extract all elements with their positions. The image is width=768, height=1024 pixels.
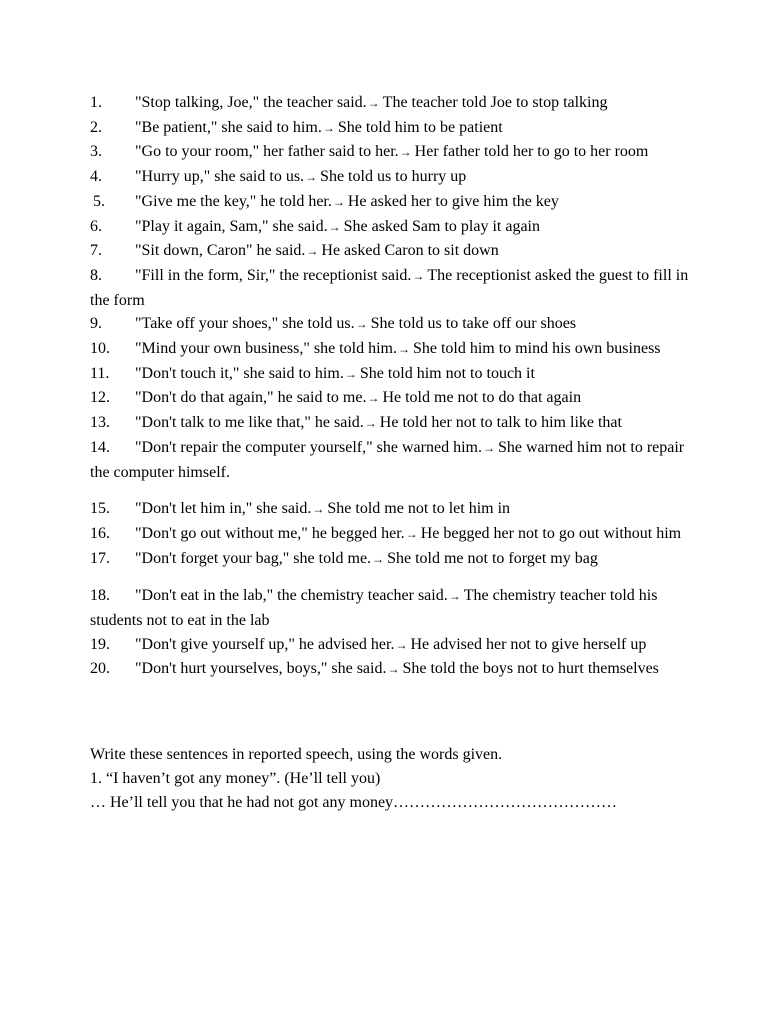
arrow-icon: →: [355, 317, 368, 332]
direct-speech: "Hurry up," she said to us.: [135, 168, 305, 186]
item-number: 13.: [90, 414, 110, 432]
direct-speech: "Don't do that again," he said to me.: [135, 389, 367, 407]
reported-speech: She told us to take off our shoes: [370, 315, 577, 333]
list-item: [90, 165, 690, 190]
item-number: 19.: [90, 635, 110, 653]
list-item: [90, 362, 690, 387]
direct-speech: "Fill in the form, Sir," the receptionist said.: [135, 266, 412, 284]
arrow-icon: →: [448, 589, 461, 604]
arrow-icon: →: [397, 342, 410, 357]
list-item: [90, 140, 690, 165]
arrow-icon: →: [482, 440, 495, 455]
list-item: [90, 657, 690, 682]
arrow-icon: →: [412, 268, 425, 283]
list-item: [90, 584, 690, 632]
direct-speech: "Don't touch it," she said to him.: [135, 364, 344, 382]
list-item: [90, 547, 690, 572]
item-number: 1.: [90, 94, 102, 111]
arrow-icon: →: [367, 391, 380, 406]
reported-speech: She asked Sam to play it again: [343, 217, 540, 235]
list-item: [90, 91, 690, 116]
item-number: 8.: [90, 266, 102, 284]
reported-speech: He told her not to talk to him like that: [379, 414, 622, 432]
list-item: [90, 337, 690, 362]
exercise-answer: … He’ll tell you that he had not got any money……………………………………: [90, 793, 618, 811]
arrow-icon: →: [395, 637, 408, 652]
reported-speech: He advised her not to give herself up: [410, 635, 647, 653]
item-number: 6.: [90, 217, 102, 235]
arrow-icon: →: [387, 662, 400, 677]
arrow-icon: →: [364, 416, 377, 431]
item-number: 17.: [90, 549, 110, 567]
reported-speech: He asked her to give him the key: [347, 192, 559, 210]
direct-speech: "Don't hurt yourselves, boys," she said.: [135, 660, 387, 678]
reported-speech: He begged her not to go out without him: [420, 524, 682, 542]
direct-speech: "Go to your room," her father said to her.: [135, 143, 399, 161]
reported-speech: She told him not to touch it: [359, 364, 535, 382]
list-item: [90, 190, 690, 215]
item-number: 4.: [90, 168, 102, 186]
item-number: 12.: [90, 389, 110, 407]
item-number: 2.: [90, 118, 102, 136]
reported-speech: The chemistry teacher told his students not to eat in the lab: [90, 587, 658, 630]
direct-speech: "Don't let him in," she said.: [135, 500, 312, 518]
item-number: 20.: [90, 660, 110, 678]
direct-speech: "Give me the key," he told her.: [135, 192, 332, 210]
item-number: 3.: [90, 143, 102, 161]
list-item: [90, 633, 690, 658]
reported-speech: He told me not to do that again: [382, 389, 582, 407]
arrow-icon: →: [344, 366, 357, 381]
item-number: 18.: [90, 587, 110, 605]
direct-speech: "Sit down, Caron" he said.: [135, 242, 306, 260]
direct-speech: "Don't go out without me," he begged her.: [135, 524, 405, 542]
direct-speech: "Don't forget your bag," she told me.: [135, 549, 372, 567]
item-number: 7.: [90, 242, 102, 260]
item-number: 11.: [90, 364, 110, 382]
arrow-icon: →: [399, 145, 412, 160]
reported-speech: She told the boys not to hurt themselves: [402, 660, 659, 678]
arrow-icon: →: [322, 120, 335, 135]
direct-speech: "Don't talk to me like that," he said.: [135, 414, 364, 432]
arrow-icon: →: [312, 502, 325, 517]
arrow-icon: →: [367, 96, 380, 110]
list-item: [90, 411, 690, 436]
direct-speech: "Don't repair the computer yourself," she warned him.: [135, 438, 482, 456]
arrow-icon: →: [306, 244, 319, 259]
list-item: [90, 215, 690, 240]
reported-speech: She told us to hurry up: [320, 168, 467, 186]
reported-speech: She warned him not to repair the computer himself.: [90, 438, 685, 481]
direct-speech: "Mind your own business," she told him.: [135, 340, 397, 358]
list-item: [90, 522, 690, 547]
direct-speech: "Don't eat in the lab," the chemistry teacher said.: [135, 587, 448, 605]
exercise-section: [90, 743, 690, 814]
list-item: [90, 436, 690, 484]
reported-speech: She told me not to let him in: [327, 500, 511, 518]
direct-speech: "Don't give yourself up," he advised her.: [135, 635, 395, 653]
list-item: [90, 497, 690, 522]
arrow-icon: →: [305, 170, 318, 185]
item-number: 10.: [90, 340, 110, 358]
arrow-icon: →: [405, 526, 418, 541]
arrow-icon: →: [328, 219, 341, 234]
list-item: [90, 264, 690, 312]
reported-speech: She told him to be patient: [337, 118, 503, 136]
exercise-instruction: Write these sentences in reported speech, using the words given.: [90, 746, 503, 764]
reported-speech: The receptionist asked the guest to fill in the form: [90, 266, 689, 309]
arrow-icon: →: [372, 551, 385, 566]
reported-speech: She told him to mind his own business: [412, 340, 661, 358]
direct-speech: "Be patient," she said to him.: [135, 118, 322, 136]
reported-speech: She told me not to forget my bag: [387, 549, 598, 567]
direct-speech: "Take off your shoes," she told us.: [135, 315, 355, 333]
reported-speech: Her father told her to go to her room: [414, 143, 649, 161]
document-page: [90, 91, 690, 814]
item-number: 15.: [90, 500, 110, 518]
list-item: [90, 386, 690, 411]
list-item: [90, 116, 690, 141]
reported-speech: The teacher told Joe to stop talking: [382, 94, 608, 111]
reported-speech: He asked Caron to sit down: [321, 242, 499, 260]
arrow-icon: →: [332, 194, 345, 209]
item-number: 16.: [90, 524, 110, 542]
item-number: 9.: [90, 315, 102, 333]
reported-speech-list: [90, 91, 690, 682]
item-number: 14.: [90, 438, 110, 456]
item-number: 5.: [93, 192, 105, 210]
list-item: [90, 239, 690, 264]
direct-speech: "Play it again, Sam," she said.: [135, 217, 328, 235]
direct-speech: "Stop talking, Joe," the teacher said.: [135, 94, 367, 111]
list-item: [90, 312, 690, 337]
exercise-question: 1. “I haven’t got any money”. (He’ll tell you): [90, 769, 381, 787]
